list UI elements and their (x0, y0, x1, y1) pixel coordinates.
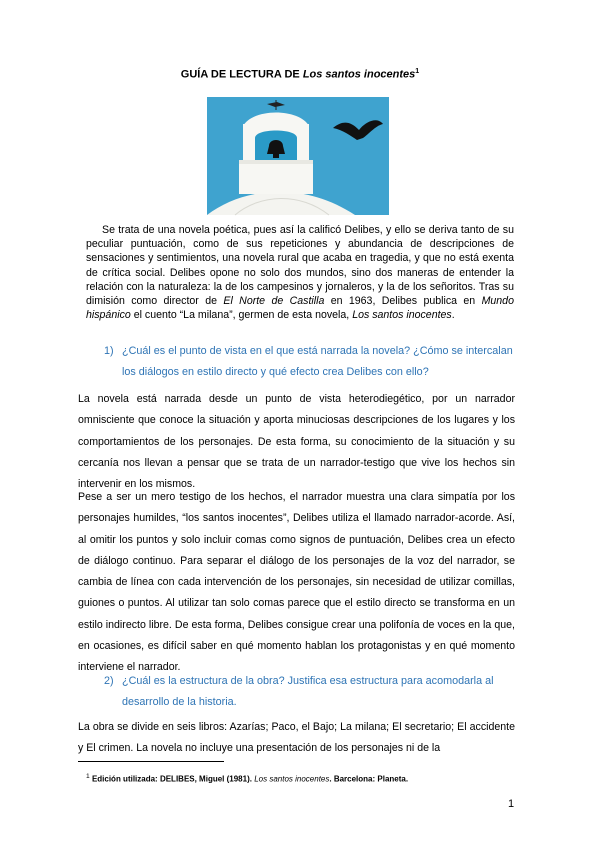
intro-text-4: . (451, 309, 455, 322)
title-prefix: GUÍA DE LECTURA DE (180, 68, 303, 81)
intro-text-2: en 1963, Delibes publica en (324, 295, 482, 308)
page-number: 1 (508, 798, 515, 810)
answer-1-text-1: La novela está narrada desde un punto de vista heterodiegético, por un narrador omnisciente que conoce la situación y aporta minuciosas descripciones de los lugares y los comportamientos de los personajes. De esta forma, su conocimiento de la situación y su cercanía nos llevan a pensar que se trata de un narrador-testigo que vive los hechos sin intervenir en los mismos. (78, 393, 515, 491)
intro-text-1: Se trata de una novela poética, pues así la calificó Delibes, y ello se deriva tanto de su peculiar puntuación, como de sus repeticiones y abundancia de descripciones de sensaciones y sentimientos, una novela rural que acaba en tragedia, y que no está exenta de crítica social. Delibes opone no solo dos mundos, sino dos maneras de entender la relación con la naturaleza: la de los campesinos y jornaleros, y la de los señoritos. Tras su dimisión como director de (86, 224, 514, 308)
question-1-number: 1) (104, 345, 114, 357)
question-2-number: 2) (104, 675, 114, 687)
answer-1-text-2: Pese a ser un mero testigo de los hechos, el narrador muestra una clara simpatía por los personajes humildes, “los santos inocentes”, Delibes utiliza el llamado narrador-acorde. Así, al omitir los puntos y solo incluir comas como signos de puntuación, Delibes crea un efecto de diálogo continuo. Para separar el diálogo de los personajes de la voz del narrador, se cambia de línea con cada intervención de los personajes, sin necesidad de utilizar comillas, guiones o puntos. Al utilizar tan solo comas parece que el estilo directo se transforma en un estilo indirecto libre. De esta forma, Delibes consigue crear una polifonía de voces en la que, en ocasiones, es difícil saber en qué momento hablan los protagonistas y en qué momento interviene el narrador. (78, 491, 515, 674)
cover-illustration (205, 94, 391, 217)
intro-newspaper-title: El Norte de Castilla (223, 295, 325, 308)
intro-book-title: Los santos inocentes (352, 309, 452, 322)
intro-text-3: el cuento “La milana”, germen de esta novela, (130, 309, 353, 322)
footnote-label: Edición utilizada: DELIBES, Miguel (1981). (91, 774, 252, 784)
answer-1-paragraph-2 (78, 487, 515, 679)
footnote-separator (78, 761, 224, 762)
intro-magazine-title: Mundo hispánico (86, 295, 514, 322)
footnote-marker: 1 (415, 68, 420, 75)
footnote-book: Los santos inocentes (254, 774, 330, 784)
answer-2-paragraph-1 (78, 717, 515, 760)
answer-2-text-1: La obra se divide en seis libros: Azarías; Paco, el Bajo; La milana; El secretario; El accidente y El crimen. La novela no incluye una presentación de los personajes ni de la (78, 721, 515, 755)
footnote-number: 1 (86, 773, 90, 780)
footnote (86, 773, 408, 784)
question-1-text: ¿Cuál es el punto de vista en el que está narrada la novela? ¿Cómo se intercalan los diálogos en estilo directo y qué efecto crea Delibes con ello? (122, 345, 513, 378)
footnote-publisher: . Barcelona: Planeta. (329, 774, 409, 784)
answer-1-paragraph-1 (78, 389, 515, 495)
intro-paragraph (86, 223, 514, 322)
title-book: Los santos inocentes (302, 68, 416, 81)
question-2-text: ¿Cuál es la estructura de la obra? Justifica esa estructura para acomodarla al desarrollo de la historia. (122, 675, 494, 708)
page-title (0, 68, 600, 81)
